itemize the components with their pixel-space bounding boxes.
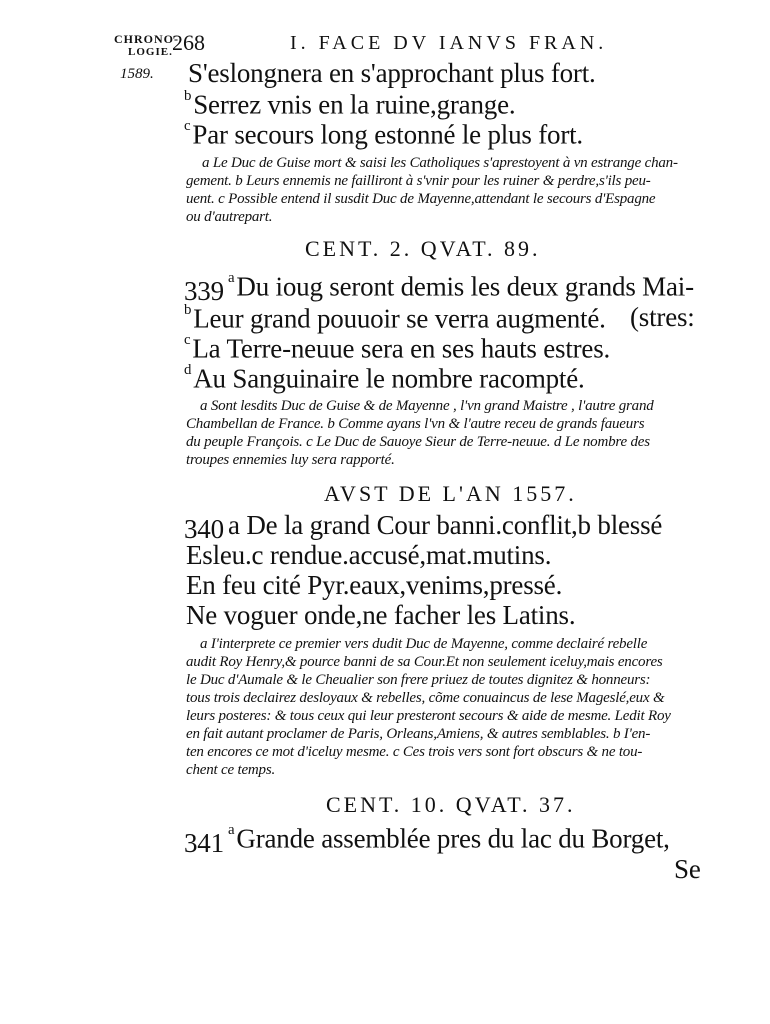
- verse-marker: a: [228, 270, 235, 286]
- running-title: I. FACE DV IANVS FRAN.: [290, 32, 608, 54]
- section-heading: AVST DE L'AN 1557.: [324, 481, 577, 506]
- note-line: du peuple François. c Le Duc de Sauoye Sieur de Terre-neuue. d Le nombre des: [186, 434, 650, 450]
- catchword: Se: [674, 854, 701, 884]
- quatrain-number: 340: [184, 514, 224, 544]
- verse-marker: d: [184, 362, 192, 378]
- margin-chrono-line1: CHRONO-: [114, 32, 179, 46]
- note-line: le Duc d'Aumale & le Cheualier son frere priuez de toutes dignitez & honneurs:: [186, 672, 651, 688]
- quatrain-number: 341: [184, 828, 224, 858]
- verse-line: $^a$Du ioug seront demis les deux grands Mai-: [228, 270, 694, 302]
- verse-marker: b: [184, 302, 192, 318]
- verse-top-2: $^b$Serrez vnis en la ruine,grange.: [184, 88, 516, 120]
- note-line: ten encores ce mot d'iceluy mesme. c Ces trois vers sont fort obscurs & ne tou-: [186, 744, 643, 760]
- note-line: troupes ennemies luy sera rapporté.: [186, 452, 395, 468]
- note-line: a I'interprete ce premier vers dudit Duc de Mayenne, comme declairé rebelle: [200, 636, 648, 652]
- note-line: a Sont lesdits Duc de Guise & de Mayenne , l'vn grand Maistre , l'autre grand: [200, 398, 654, 414]
- section-heading: CENT. 10. QVAT. 37.: [326, 792, 576, 817]
- verse-turnover: (stres:: [630, 302, 695, 332]
- note-line: en fait autant proclamer de Paris, Orleans,Amiens, & autres semblables. b I'en-: [186, 726, 651, 742]
- verse-line: a De la grand Cour banni.conflit,b blessé: [228, 510, 663, 540]
- section-heading: CENT. 2. QVAT. 89.: [305, 236, 541, 261]
- verse-top-3: $^c$Par secours long estonné le plus fort.: [184, 118, 583, 150]
- verse-line: En feu cité Pyr.eaux,venims,pressé.: [186, 570, 563, 600]
- note-line: ou d'autrepart.: [186, 209, 273, 225]
- note-line: chent ce temps.: [186, 762, 276, 778]
- note-line: a Le Duc de Guise mort & saisi les Catholiques s'aprestoyent à vn estrange chan-: [202, 155, 678, 171]
- note-line: uent. c Possible entend il susdit Duc de Mayenne,attendant le secours d'Espagne: [186, 191, 656, 207]
- page-number: 268: [172, 30, 205, 55]
- verse-line: $^c$La Terre-neuue sera en ses hauts estres.: [184, 332, 611, 364]
- verse-marker: b: [184, 88, 192, 104]
- note-line: leurs posteres: & tous ceux qui leur presteront secours & aide de mesme. Ledit Roy: [186, 708, 671, 724]
- verse-line: Ne voguer onde,ne facher les Latins.: [186, 600, 576, 630]
- note-line: tous trois declairez desloyaux & rebelles, cõme conuaincus de lese Mageslé,eux &: [186, 690, 665, 706]
- note-line: audit Roy Henry,& pource banni de sa Cour.Et non seulement iceluy,mais encores: [186, 654, 663, 670]
- quatrain-number: 339: [184, 276, 224, 306]
- verse-marker: c: [184, 332, 191, 348]
- verse-line: $^d$Au Sanguinaire le nombre racompté.: [184, 362, 585, 394]
- margin-chrono-line2: LOGIE.: [128, 46, 173, 58]
- verse-top-1: S'eslongnera en s'approchant plus fort.: [188, 58, 596, 88]
- note-line: Chambellan de France. b Comme ayans l'vn & l'autre receu de grands faueurs: [186, 416, 645, 432]
- verse-line: $^b$Leur grand pouuoir se verra augmenté.: [184, 302, 606, 334]
- margin-year: 1589.: [120, 66, 154, 82]
- verse-line: Esleu.c rendue.accusé,mat.mutins.: [186, 540, 552, 570]
- note-line: gement. b Leurs ennemis ne failliront à s'vnir pour les ruiner & perdre,s'ils peu-: [186, 173, 651, 189]
- verse-line: $^a$Grande assemblée pres du lac du Borget,: [228, 822, 670, 854]
- verse-marker: c: [184, 118, 191, 134]
- verse-marker: a: [228, 822, 235, 838]
